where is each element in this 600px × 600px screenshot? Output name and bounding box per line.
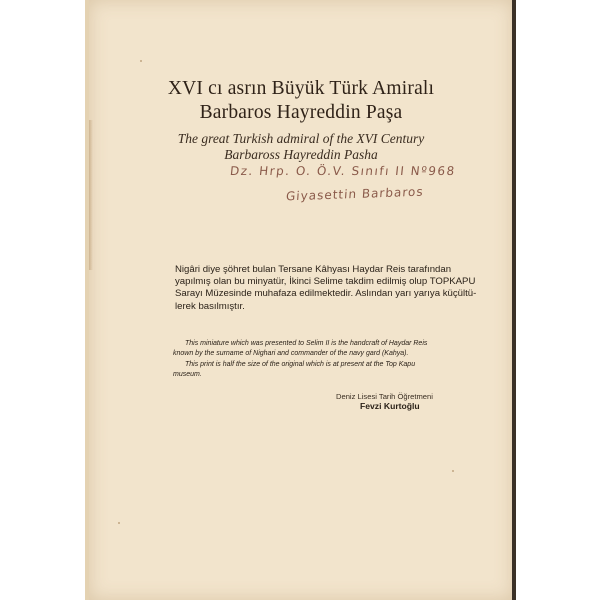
english-subtitle-line-1: The great Turkish admiral of the XVI Century [177, 131, 425, 146]
signature-name: Fevzi Kurtoğlu [360, 401, 420, 411]
english-line: known by the surname of Nighari and commander of the navy gard (Kahya). [173, 350, 409, 358]
handwritten-name: Giyasettin Barbaros [285, 184, 425, 204]
title-line-2: Barbaros Hayreddin Paşa [199, 102, 403, 123]
paper-speck [452, 470, 454, 472]
turkish-line: Sarayı Müzesinde muhafaza edilmektedir. Aslından yarı yarıya küçültü- [175, 288, 477, 300]
paper-speck [118, 522, 120, 524]
english-subtitle-line-2: Barbaross Hayreddin Pasha [224, 147, 378, 162]
turkish-line: lerek basılmıştır. [175, 300, 245, 312]
english-line: museum. [173, 371, 202, 379]
english-line: This print is half the size of the original which is at present at the Top Kapu [185, 360, 416, 368]
turkish-line: Nigâri diye şöhret bulan Tersane Kâhyası Haydar Reis tarafından [175, 264, 452, 275]
english-description [173, 339, 443, 381]
turkish-line: yapılmış olan bu minyatür, İkinci Selime takdim edilmiş olup TOPKAPU [175, 276, 476, 288]
paper-speck [140, 60, 142, 62]
title-line-1: XVI cı asrın Büyük Türk Amiralı [167, 78, 435, 99]
english-line: This miniature which was presented to Selim II is the handcraft of Haydar Reis [185, 340, 428, 347]
signature-role: Deniz Lisesi Tarih Öğretmeni [336, 392, 433, 401]
turkish-description [175, 264, 477, 313]
handwritten-class-number: Dz. Hrp. O. Ö.V. Sınıfı II Nº968 [229, 164, 457, 178]
